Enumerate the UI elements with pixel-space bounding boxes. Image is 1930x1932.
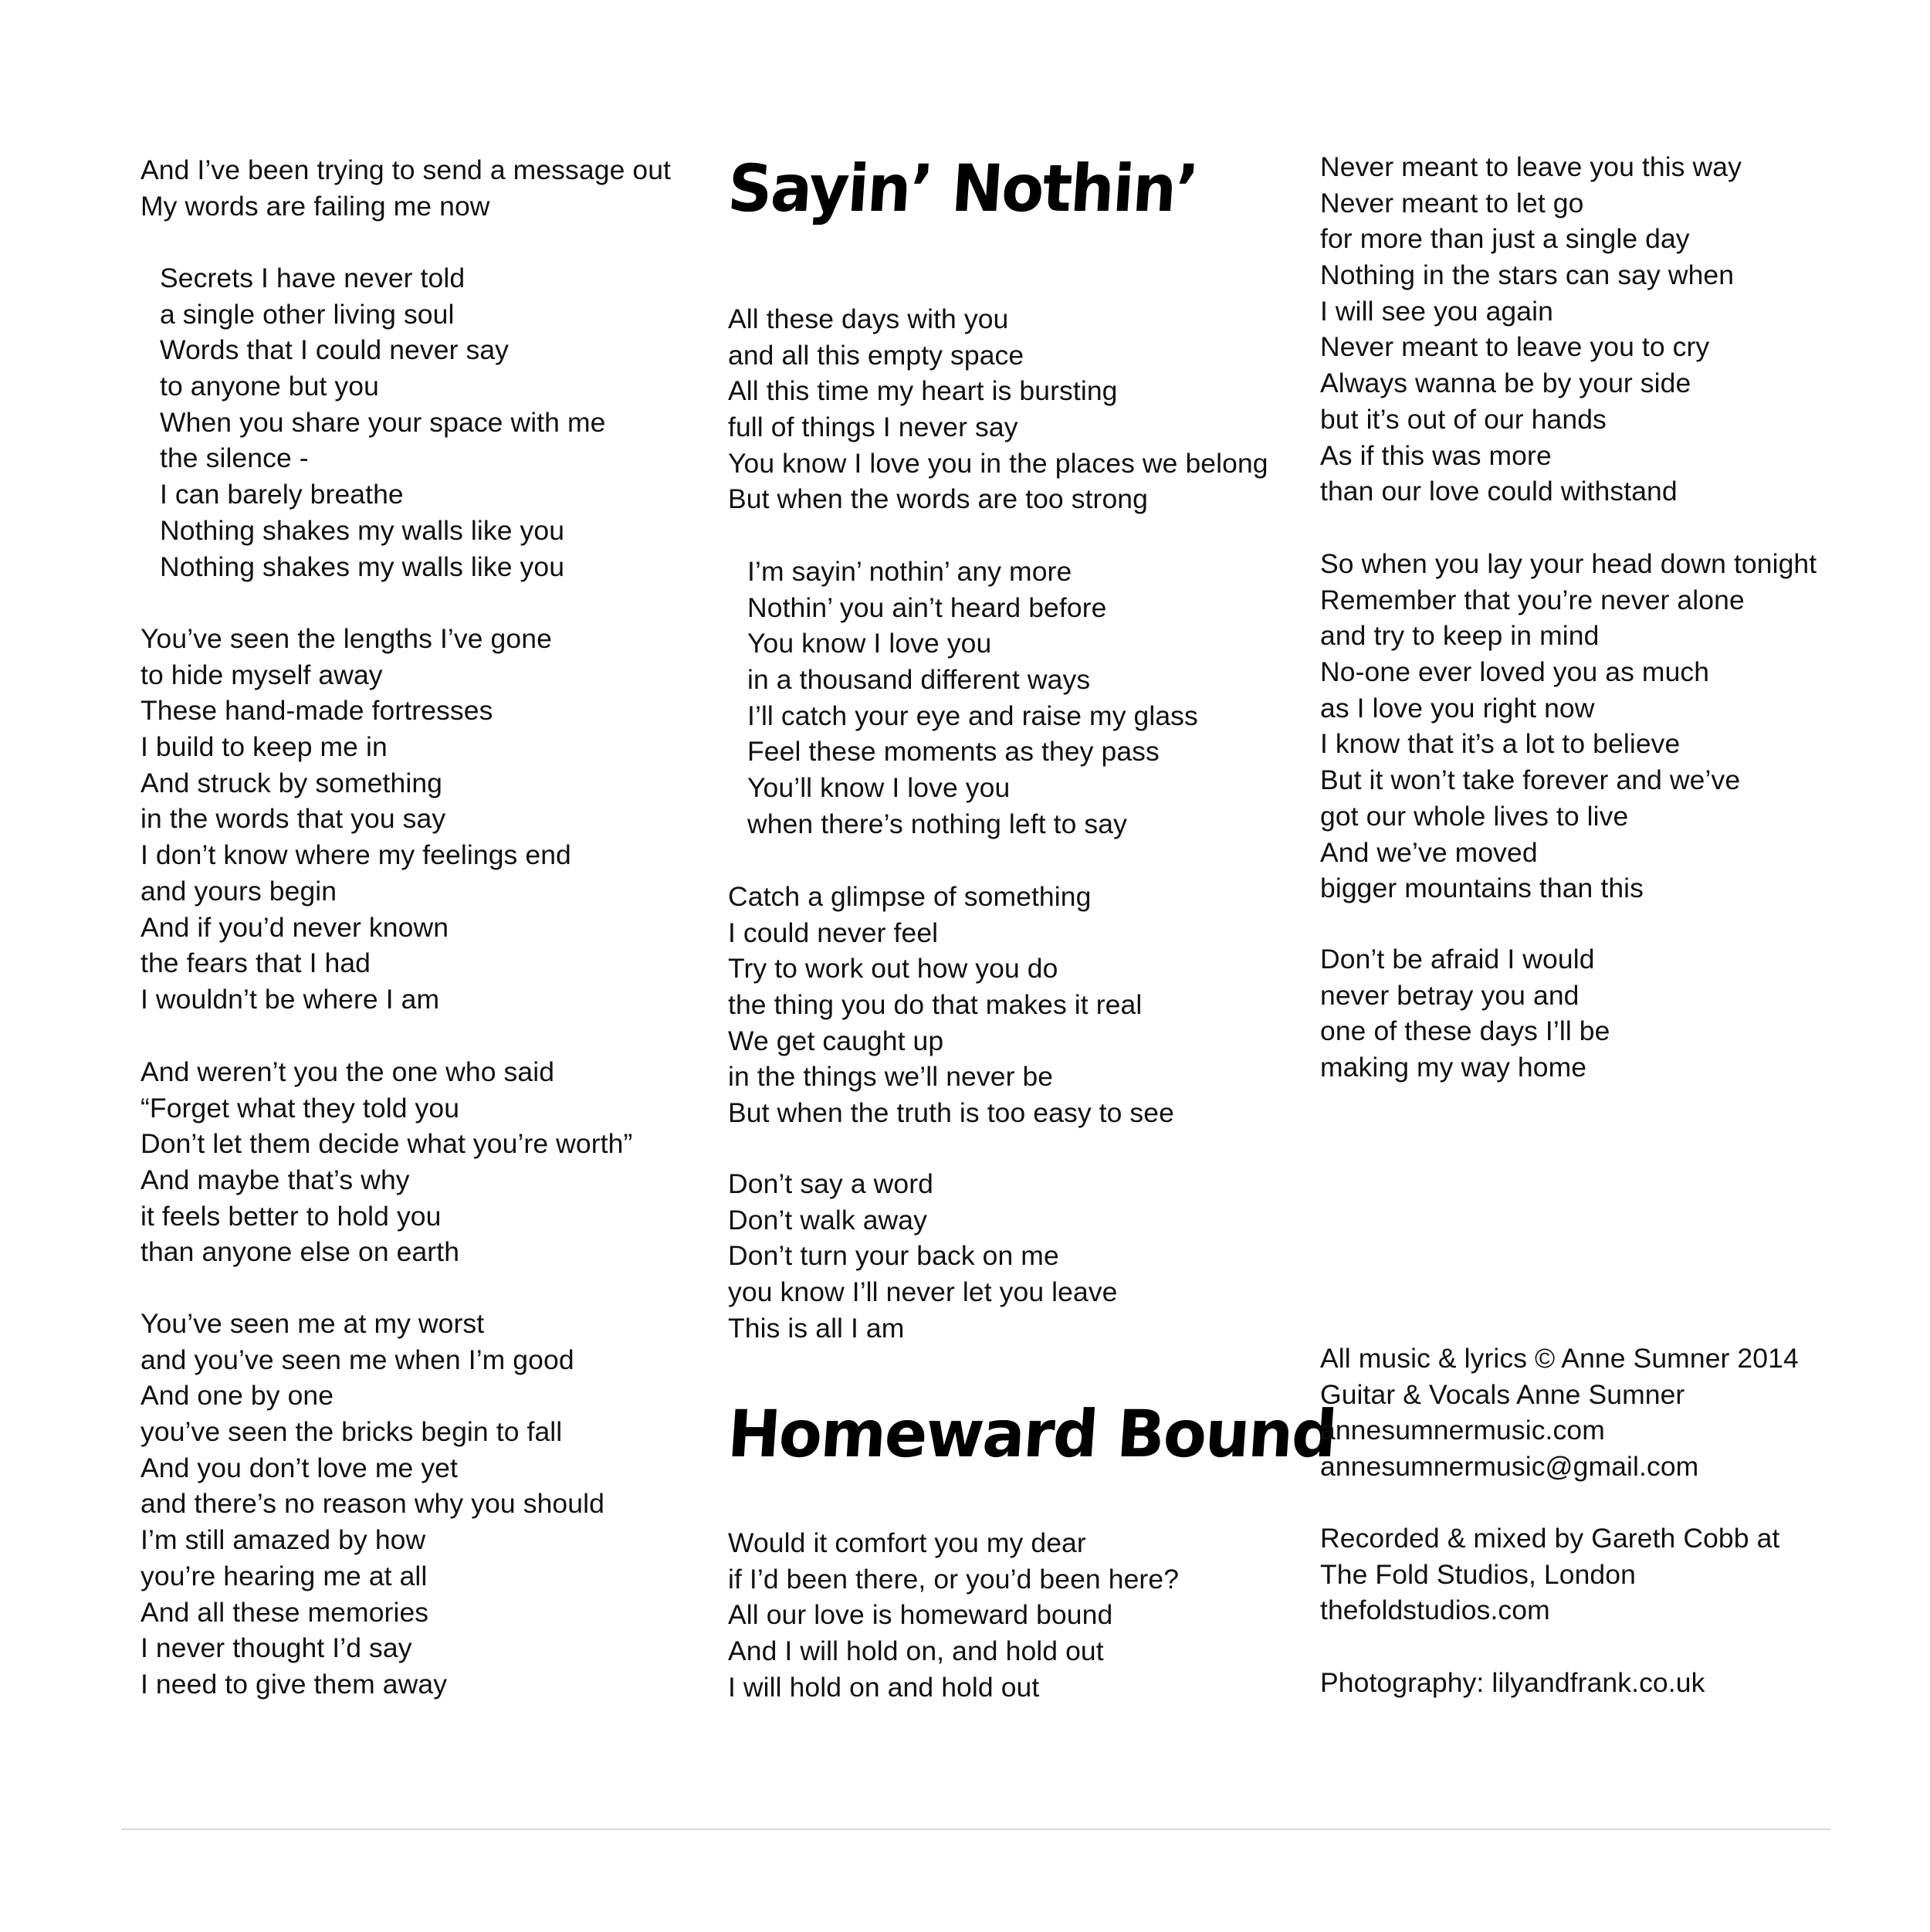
lyric-line: And one by one <box>141 1380 334 1412</box>
lyric-line: I’ll catch your eye and raise my glass <box>747 700 1198 731</box>
song-title-homeward-bound: Homeward Bound <box>725 1396 1339 1472</box>
lyric-line: So when you lay your head down tonight <box>1320 548 1817 579</box>
lyric-line: And maybe that’s why <box>141 1164 410 1196</box>
lyric-line: This is all I am <box>728 1312 905 1344</box>
lyric-line: you’ve seen the bricks begin to fall <box>141 1416 563 1448</box>
lyric-line: the fears that I had <box>141 947 371 979</box>
lyric-line: Feel these moments as they pass <box>747 736 1160 768</box>
lyric-line: making my way home <box>1320 1052 1587 1083</box>
lyrics-stanza-4 <box>728 1166 1118 1346</box>
lyric-line: And you don’t love me yet <box>141 1452 458 1483</box>
lyric-line: All this time my heart is bursting <box>728 375 1118 407</box>
lyrics-stanza-5 <box>728 1525 1179 1705</box>
lyric-line: Never meant to leave you this way <box>1320 151 1742 182</box>
lyric-line: Don’t turn your back on me <box>728 1240 1059 1272</box>
lyric-line: than anyone else on earth <box>141 1236 460 1268</box>
lyric-line: never betray you and <box>1320 979 1580 1011</box>
lyric-line: Would it comfort you my dear <box>728 1527 1086 1558</box>
lyric-line: I wouldn’t be where I am <box>141 983 440 1015</box>
lyric-line: All these days with you <box>728 303 1009 334</box>
lyric-line: I’m sayin’ nothin’ any more <box>747 556 1072 587</box>
lyric-line: I can barely breathe <box>160 479 404 510</box>
lyric-line: Don’t be afraid I would <box>1320 944 1595 974</box>
lyric-line: it feels better to hold you <box>141 1200 442 1232</box>
lyric-line: Don’t say a word <box>728 1168 933 1199</box>
credit-line: The Fold Studios, London <box>1320 1558 1636 1590</box>
credits-block-recording <box>1320 1520 1779 1629</box>
lyric-line: I need to give them away <box>141 1668 448 1700</box>
lyric-line: Nothing in the stars can say when <box>1320 259 1735 291</box>
lyric-line: And I will hold on, and hold out <box>728 1635 1104 1667</box>
lyric-line: And I’ve been trying to send a message out <box>141 154 672 185</box>
lyric-line: You’ll know I love you <box>747 772 1011 804</box>
lyric-line: And all these memories <box>141 1596 429 1628</box>
lyrics-stanza-1 <box>1320 149 1742 510</box>
lyric-line: Always wanna be by your side <box>1320 368 1691 399</box>
lyric-line: But when the truth is too easy to see <box>728 1097 1174 1129</box>
lyric-line: I’m still amazed by how <box>141 1524 426 1556</box>
credit-line: annesumnermusic.com <box>1320 1415 1605 1446</box>
lyrics-stanza-3 <box>728 879 1174 1131</box>
lyric-line: But it won’t take forever and we’ve <box>1320 764 1741 796</box>
lyric-line: and there’s no reason why you should <box>141 1488 604 1520</box>
lyric-line: Don’t walk away <box>728 1204 927 1235</box>
lyric-line: But when the words are too strong <box>728 483 1148 515</box>
lyric-line: And if you’d never known <box>141 911 449 943</box>
lyric-line: Don’t let them decide what you’re worth” <box>141 1128 633 1160</box>
lyric-line: I could never feel <box>728 917 939 948</box>
lyric-line: than our love could withstand <box>1320 476 1678 507</box>
lyric-line: You know I love you <box>747 628 992 659</box>
song-title-sayin-nothin: Sayin’ Nothin’ <box>725 151 1200 226</box>
lyric-line: Nothin’ you ain’t heard before <box>747 591 1107 623</box>
lyric-line: I don’t know where my feelings end <box>141 839 571 871</box>
lyric-line: for more than just a single day <box>1320 223 1690 255</box>
lyric-line: the thing you do that makes it real <box>728 989 1143 1021</box>
lyric-line: I never thought I’d say <box>141 1632 412 1664</box>
lyric-line: and yours begin <box>141 875 337 907</box>
lyric-line: and try to keep in mind <box>1320 620 1600 652</box>
lyric-line: You know I love you in the places we belong <box>728 447 1268 479</box>
lyric-line: I will see you again <box>1320 295 1553 327</box>
lyric-line: No-one ever loved you as much <box>1320 656 1710 688</box>
lyrics-stanza-1 <box>141 152 671 224</box>
lyric-line: Catch a glimpse of something <box>728 881 1092 912</box>
lyric-line: You’ve seen the lengths I’ve gone <box>141 623 552 654</box>
lyrics-stanza-5 <box>141 1306 604 1703</box>
lyric-line: When you share your space with me <box>160 406 606 438</box>
lyric-line: We get caught up <box>728 1025 944 1056</box>
lyric-line: in a thousand different ways <box>747 664 1091 696</box>
lyric-line: the silence - <box>160 442 309 474</box>
lyric-line: I know that it’s a lot to believe <box>1320 728 1681 760</box>
lyrics-stanza-3 <box>1320 941 1610 1086</box>
lyric-line: you know I’ll never let you leave <box>728 1276 1118 1308</box>
lyric-line: to hide myself away <box>141 659 383 690</box>
lyric-line: Never meant to let go <box>1320 187 1584 219</box>
lyric-line: Secrets I have never told <box>160 263 466 293</box>
lyric-line: a single other living soul <box>160 298 455 330</box>
lyric-line: You’ve seen me at my worst <box>141 1308 485 1339</box>
credits-block-photography <box>1320 1665 1705 1701</box>
lyric-line: and you’ve seen me when I’m good <box>141 1344 574 1375</box>
lyric-line: Never meant to leave you to cry <box>1320 331 1710 363</box>
lyric-line: in the words that you say <box>141 803 446 835</box>
lyrics-stanza-3 <box>141 621 571 1018</box>
lyric-line: I will hold on and hold out <box>728 1671 1040 1703</box>
lyrics-stanza-2 <box>160 260 606 585</box>
lyric-line: you’re hearing me at all <box>141 1560 428 1591</box>
lyric-line: These hand-made fortresses <box>141 695 493 727</box>
credit-line: Recorded & mixed by Gareth Cobb at <box>1320 1523 1780 1554</box>
lyric-line: got our whole lives to live <box>1320 800 1629 832</box>
lyrics-stanza-2 <box>1320 546 1817 907</box>
lyric-line: full of things I never say <box>728 412 1018 443</box>
lyric-line: My words are failing me now <box>141 190 490 222</box>
lyric-line: as I love you right now <box>1320 692 1595 724</box>
lyric-line: when there’s nothing left to say <box>747 808 1127 839</box>
credits-block-music <box>1320 1341 1799 1485</box>
credit-line: Photography: lilyandfrank.co.uk <box>1320 1667 1705 1698</box>
lyric-line: and all this empty space <box>728 339 1024 371</box>
lyrics-stanza-1 <box>728 301 1268 517</box>
lyric-line: bigger mountains than this <box>1320 873 1644 904</box>
credit-line: thefoldstudios.com <box>1320 1595 1550 1626</box>
lyric-line: And struck by something <box>141 767 443 798</box>
lyric-line: I build to keep me in <box>141 731 388 763</box>
lyric-line: Nothing shakes my walls like you <box>160 551 565 582</box>
lyric-line: And weren’t you the one who said <box>141 1056 555 1087</box>
credit-line: annesumnermusic@gmail.com <box>1320 1451 1699 1483</box>
lyric-line: As if this was more <box>1320 439 1552 471</box>
lyrics-stanza-2 <box>747 554 1198 842</box>
lyric-line: but it’s out of our hands <box>1320 403 1607 435</box>
credit-line: All music & lyrics © Anne Sumner 2014 <box>1320 1343 1799 1374</box>
lyric-line: Remember that you’re never alone <box>1320 584 1745 615</box>
lyric-line: “Forget what they told you <box>141 1092 460 1124</box>
lyric-line: in the things we’ll never be <box>728 1061 1054 1093</box>
lyric-line: Words that I could never say <box>160 334 510 366</box>
lyric-line: Nothing shakes my walls like you <box>160 514 565 546</box>
lyric-line: one of these days I’ll be <box>1320 1015 1610 1047</box>
lyric-line: And we’ve moved <box>1320 836 1538 868</box>
credit-line: Guitar & Vocals Anne Sumner <box>1320 1378 1685 1410</box>
lyric-line: Try to work out how you do <box>728 953 1058 985</box>
lyrics-stanza-4 <box>141 1054 632 1270</box>
footer-divider <box>121 1829 1830 1830</box>
lyric-line: if I’d been there, or you’d been here? <box>728 1563 1180 1595</box>
lyric-line: All our love is homeward bound <box>728 1599 1113 1631</box>
lyric-line: to anyone but you <box>160 371 379 402</box>
